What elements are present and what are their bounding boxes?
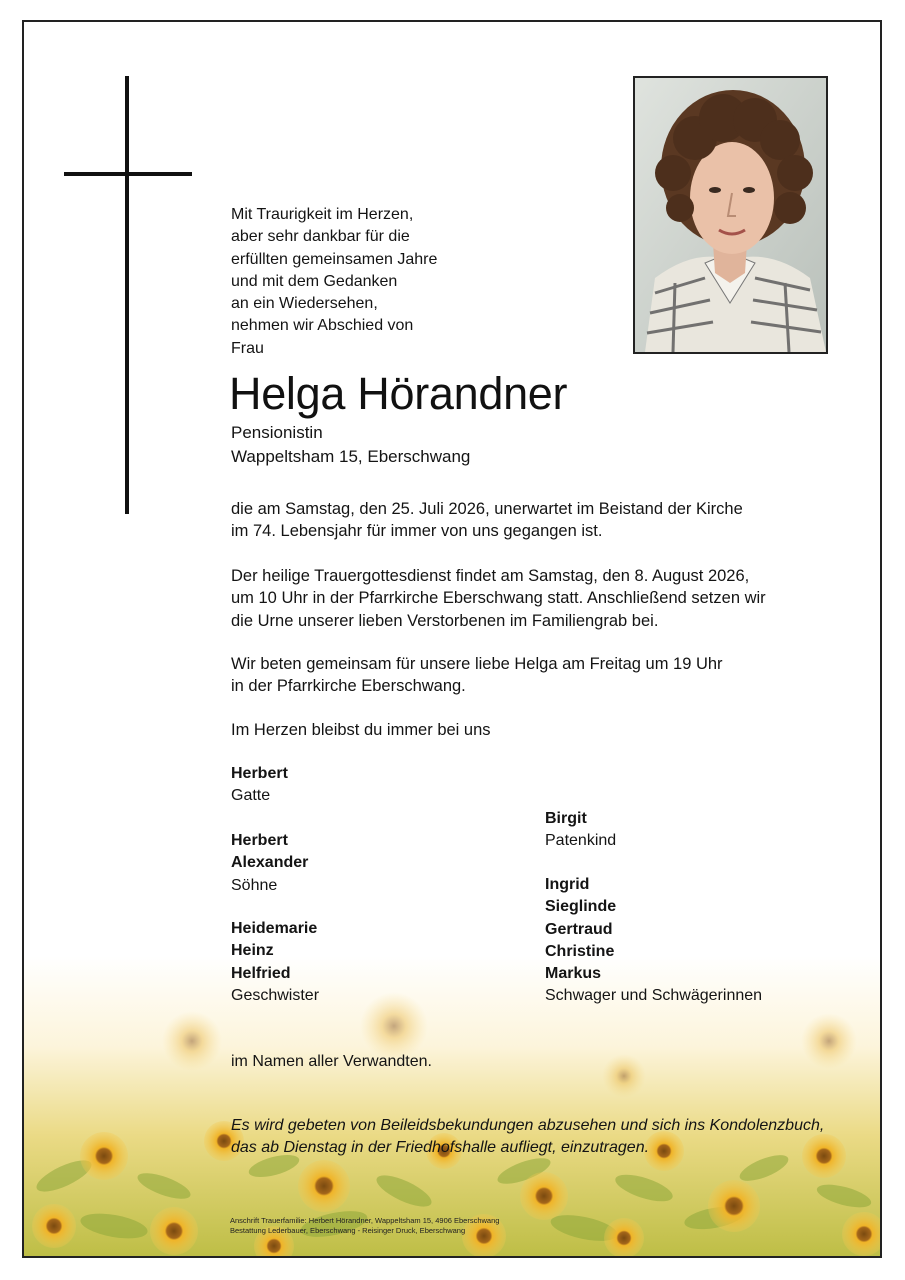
death-paragraph: die am Samstag, den 25. Juli 2026, unerwartet im Beistand der Kirche im 74. Lebensjahr für immer von uns gegangen ist. xyxy=(231,500,743,541)
mourner-relation: Geschwister xyxy=(231,986,320,1004)
service-paragraph: Der heilige Trauergottesdienst findet am Samstag, den 8. August 2026, um 10 Uhr in der Pfarrkirche Eberschwang statt. Anschließend setzen wir die Urne unserer lieben Verstorbenen im Familiengrab bei. xyxy=(231,567,766,630)
portrait-image xyxy=(635,78,826,352)
mourner-relation: Gatte xyxy=(231,787,271,805)
deceased-address: Wappeltsham 15, Eberschwang xyxy=(231,447,471,466)
mourner-group-sons xyxy=(231,830,308,897)
prayer-paragraph: Wir beten gemeinsam für unsere liebe Helga am Freitag um 19 Uhr in der Pfarrkirche Eberschwang. xyxy=(231,655,723,696)
relatives-line: im Namen aller Verwandten. xyxy=(231,1053,432,1070)
cross-icon xyxy=(125,76,129,514)
mourner-relation: Patenkind xyxy=(545,832,617,850)
intro-text: Mit Traurigkeit im Herzen, aber sehr dankbar für die erfüllten gemeinsamen Jahre und mit dem Gedanken an ein Wiedersehen, nehmen wir Abschied von Frau xyxy=(231,206,438,357)
mourner-group-siblings xyxy=(231,918,319,1007)
mourner-relation: Schwager und Schwägerinnen xyxy=(545,987,763,1005)
mourner-name: Sieglinde xyxy=(545,898,617,916)
portrait-photo xyxy=(633,76,828,354)
mourner-name: Ingrid xyxy=(545,876,590,893)
cross-icon-bar xyxy=(64,172,192,176)
footer-funeral-service: Bestattung Lederbauer, Eberschwang - Reisinger Druck, Eberschwang xyxy=(230,1226,466,1235)
mourner-name: Markus xyxy=(545,965,602,983)
mourner-group-in-laws xyxy=(545,874,762,1008)
mourner-name: Heidemarie xyxy=(231,920,318,937)
mourner-name: Alexander xyxy=(231,854,309,872)
mourner-name: Birgit xyxy=(545,810,587,827)
footer-family-address: Anschrift Trauerfamilie: Herbert Hörandner, Wappeltsham 15, 4906 Eberschwang xyxy=(230,1216,500,1225)
closing-note: Es wird gebeten von Beileidsbekundungen abzusehen und sich ins Kondolenzbuch, das ab Dienstag in der Friedhofshalle aufliegt, einzutragen. xyxy=(231,1117,825,1157)
mourner-group-spouse xyxy=(231,763,288,808)
mourner-group-godchild xyxy=(545,808,616,853)
footer-info xyxy=(230,1216,499,1236)
mourner-name: Christine xyxy=(545,942,615,960)
mourner-name: Heinz xyxy=(231,942,274,960)
deceased-occupation: Pensionistin xyxy=(231,423,323,442)
mourner-name: Herbert xyxy=(231,765,288,782)
mourner-name: Gertraud xyxy=(545,920,613,938)
mourner-relation: Söhne xyxy=(231,876,278,894)
mourner-name: Helfried xyxy=(231,964,291,982)
deceased-name: Helga Hörandner xyxy=(229,368,568,419)
mourner-name: Herbert xyxy=(231,832,288,849)
motto-text: Im Herzen bleibst du immer bei uns xyxy=(231,721,491,739)
